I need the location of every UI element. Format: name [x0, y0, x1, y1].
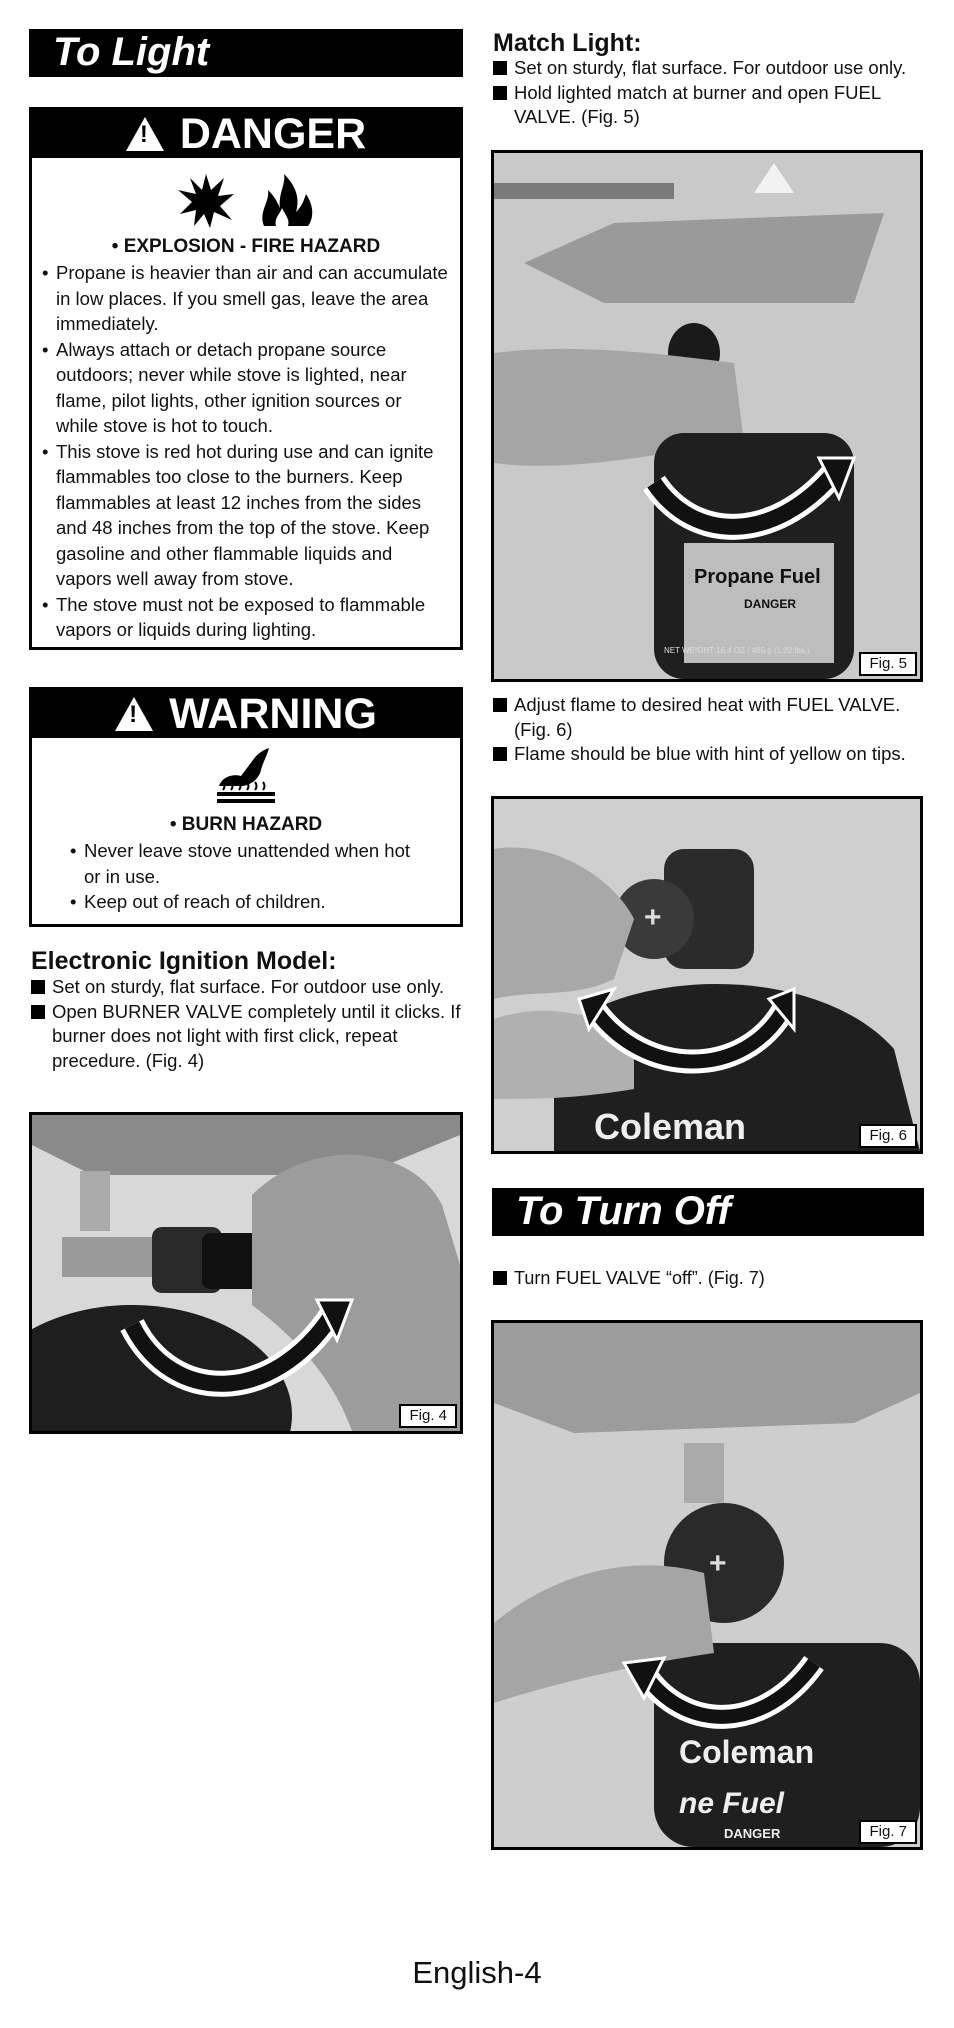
warning-list	[32, 838, 460, 915]
list-item: • The stove must not be exposed to flammable vapors or liquids during lighting.	[40, 592, 448, 643]
svg-text:+: +	[644, 901, 662, 934]
fig-7-canister-brand: Coleman	[679, 1734, 815, 1770]
list-item: Open BURNER VALVE completely until it clicks. If burner does not light with first click, repeat precedure. (Fig. 4)	[31, 1000, 467, 1074]
explosion-hazard-title: • EXPLOSION - FIRE HAZARD	[111, 236, 381, 257]
electronic-ignition-heading: Electronic Ignition Model:	[31, 947, 337, 975]
to-turn-off-title: To Turn Off	[492, 1188, 924, 1236]
list-item: Set on sturdy, flat surface. For outdoor use only.	[31, 975, 467, 1000]
list-item: Adjust flame to desired heat with FUEL VALVE. (Fig. 6)	[493, 693, 933, 742]
fig-7-label: Fig. 7	[859, 1820, 917, 1844]
fig-5-illustration	[494, 153, 920, 679]
fig-6-photo	[491, 796, 923, 1154]
match-light-list	[493, 56, 933, 130]
turn-off-list	[493, 1266, 933, 1291]
to-light-title: To Light	[29, 29, 463, 77]
danger-box	[29, 107, 463, 650]
fig-7-canister-danger: DANGER	[724, 1826, 781, 1841]
warning-triangle-icon	[126, 117, 164, 151]
list-item: Turn FUEL VALVE “off”. (Fig. 7)	[493, 1266, 933, 1291]
fig-6-label: Fig. 6	[859, 1124, 917, 1148]
warning-header	[32, 690, 460, 738]
warning-heading: WARNING	[169, 689, 377, 738]
electronic-ignition-list	[31, 975, 467, 1073]
svg-text:+: +	[709, 1547, 727, 1580]
list-item: • This stove is red hot during use and can ignite flammables too close to the burners. Keep flammables at least 12 inches from the sides and 48 inches from the top of the stove. Keep gasoline and other flammable liquids and vapors well away from stove.	[40, 439, 448, 592]
fig-7-photo	[491, 1320, 923, 1850]
fig-5-canister-brand: Propane Fuel	[694, 566, 821, 588]
fig-6-illustration	[494, 799, 920, 1151]
danger-header	[32, 110, 460, 158]
list-item: • Always attach or detach propane source outdoors; never while stove is lighted, near flame, pilot lights, other ignition sources or while stove is hot to touch.	[40, 337, 448, 439]
list-item: Flame should be blue with hint of yellow on tips.	[493, 742, 933, 767]
warning-triangle-icon	[115, 697, 153, 731]
explosion-fire-icons	[32, 172, 460, 228]
danger-list	[32, 260, 460, 643]
fig-5-label: Fig. 5	[859, 652, 917, 676]
fig-4-photo	[29, 1112, 463, 1434]
warning-box	[29, 687, 463, 927]
explosion-icon	[176, 172, 236, 228]
fig-4-label: Fig. 4	[399, 1404, 457, 1428]
list-item: • Keep out of reach of children.	[68, 889, 420, 915]
fig-7-illustration	[494, 1323, 920, 1847]
fig-4-illustration	[32, 1115, 460, 1431]
fig-5-canister-weight: NET WEIGHT 16.4 OZ / 465 g (1.02 lbs.)	[664, 646, 810, 655]
list-item: • Never leave stove unattended when hot or in use.	[68, 838, 420, 889]
list-item: Hold lighted match at burner and open FUEL VALVE. (Fig. 5)	[493, 81, 933, 130]
danger-heading: DANGER	[179, 109, 367, 158]
list-item: Set on sturdy, flat surface. For outdoor use only.	[493, 56, 933, 81]
page-number: English-4	[412, 1955, 542, 1990]
burn-hazard-title: • BURN HAZARD	[169, 814, 323, 835]
list-item: • Propane is heavier than air and can accumulate in low places. If you smell gas, leave the area immediately.	[40, 260, 448, 337]
fig-7-canister-fuel: ne Fuel	[679, 1787, 785, 1820]
burn-hand-icon	[213, 746, 279, 806]
fig-5-canister-danger: DANGER	[744, 597, 797, 611]
fig-6-canister-brand: Coleman	[594, 1106, 747, 1147]
match-light-heading: Match Light:	[493, 29, 642, 57]
fig-5-photo	[491, 150, 923, 682]
adjust-flame-list	[493, 693, 933, 767]
fire-icon	[256, 172, 316, 228]
